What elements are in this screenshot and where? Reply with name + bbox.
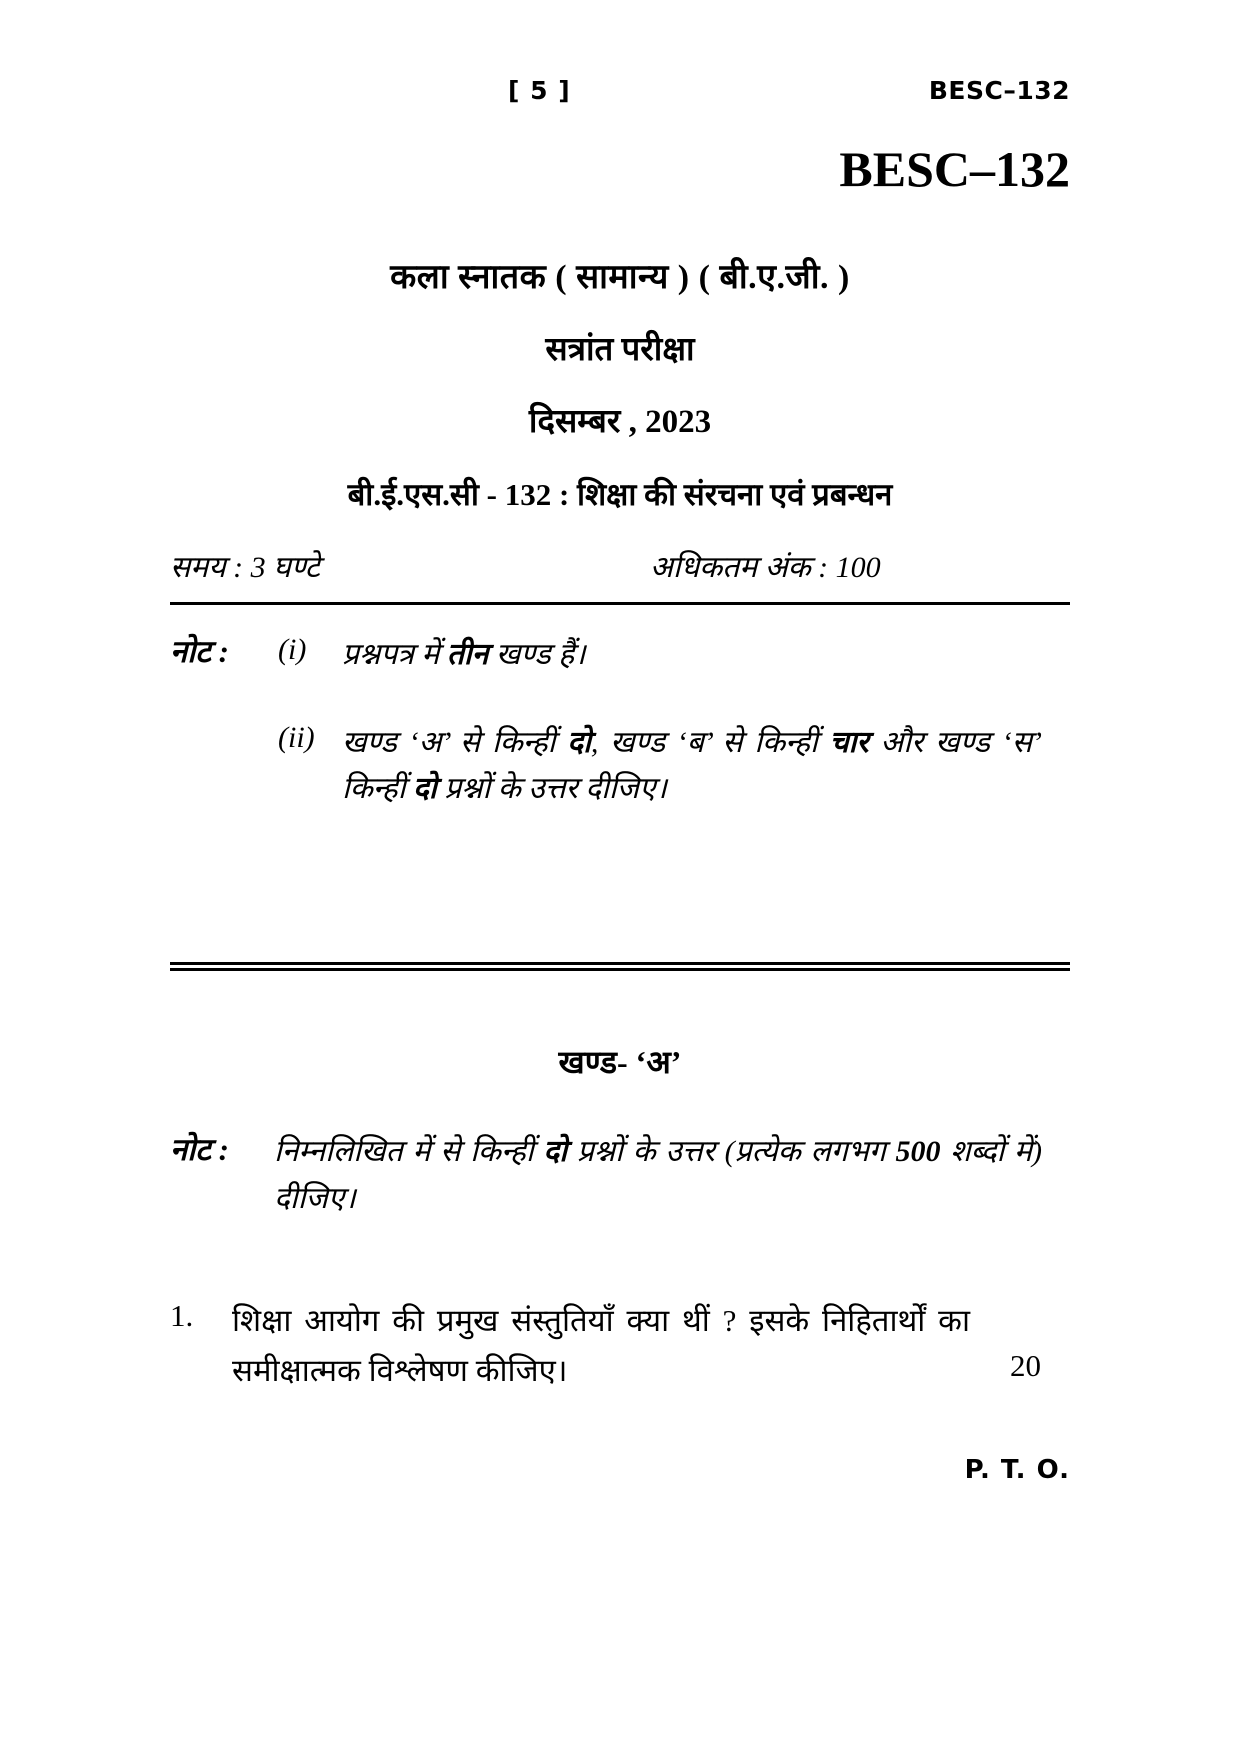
running-head [170, 76, 1070, 110]
heading-divider [170, 602, 1070, 605]
section-heading: खण्ड- ‘अ’ [558, 1044, 682, 1080]
page-turn-over-note: P. T. O. [964, 1455, 1070, 1485]
question-number: 1. [170, 1298, 194, 1333]
note-item-1-text: प्रश्नपत्र में तीन खण्ड हैं। [342, 638, 586, 671]
exam-info-row [170, 545, 1070, 585]
note-item-1-roman: (i) [278, 633, 307, 666]
degree-name: कला स्नातक ( सामान्य ) ( बी.ए.जी. ) [390, 259, 850, 296]
note-item-2-text: खण्ड ‘अ’ से किन्हीं दो, खण्ड ‘ब’ से किन्हीं चार और खण्ड ‘स’ किन्हीं दो प्रश्नों के उत्तर दीजिए। [342, 726, 1042, 805]
section-note-label: नोट : [170, 1132, 229, 1167]
section-note-text: निम्नलिखित में से किन्हीं दो प्रश्नों के उत्तर (प्रत्येक लगभग 500 शब्दों में) दीजिए। [274, 1135, 1042, 1216]
page-title: BESC–132 [839, 141, 1070, 197]
exam-name: सत्रांत परीक्षा [545, 332, 695, 368]
question-marks: 20 [1010, 1348, 1041, 1383]
exam-duration: समय : 3 घण्टे [170, 551, 320, 584]
exam-max-marks: अधिकतम अंक : 100 [650, 551, 881, 584]
course-code-header: BESC–132 [928, 76, 1070, 105]
note-item-2-roman: (ii) [278, 721, 315, 754]
note-label: नोट : [170, 634, 229, 669]
exam-date: दिसम्बर , 2023 [528, 404, 712, 440]
page-number: [ 5 ] [508, 76, 571, 105]
subject-title: बी.ई.एस.सी - 132 : शिक्षा की संरचना एवं प्रबन्धन [347, 477, 893, 512]
question-text: शिक्षा आयोग की प्रमुख संस्तुतियाँ क्या थीं ? इसके निहितार्थों का समीक्षात्मक विश्लेषण कीजिए। [232, 1303, 970, 1388]
section-divider [170, 962, 1070, 971]
